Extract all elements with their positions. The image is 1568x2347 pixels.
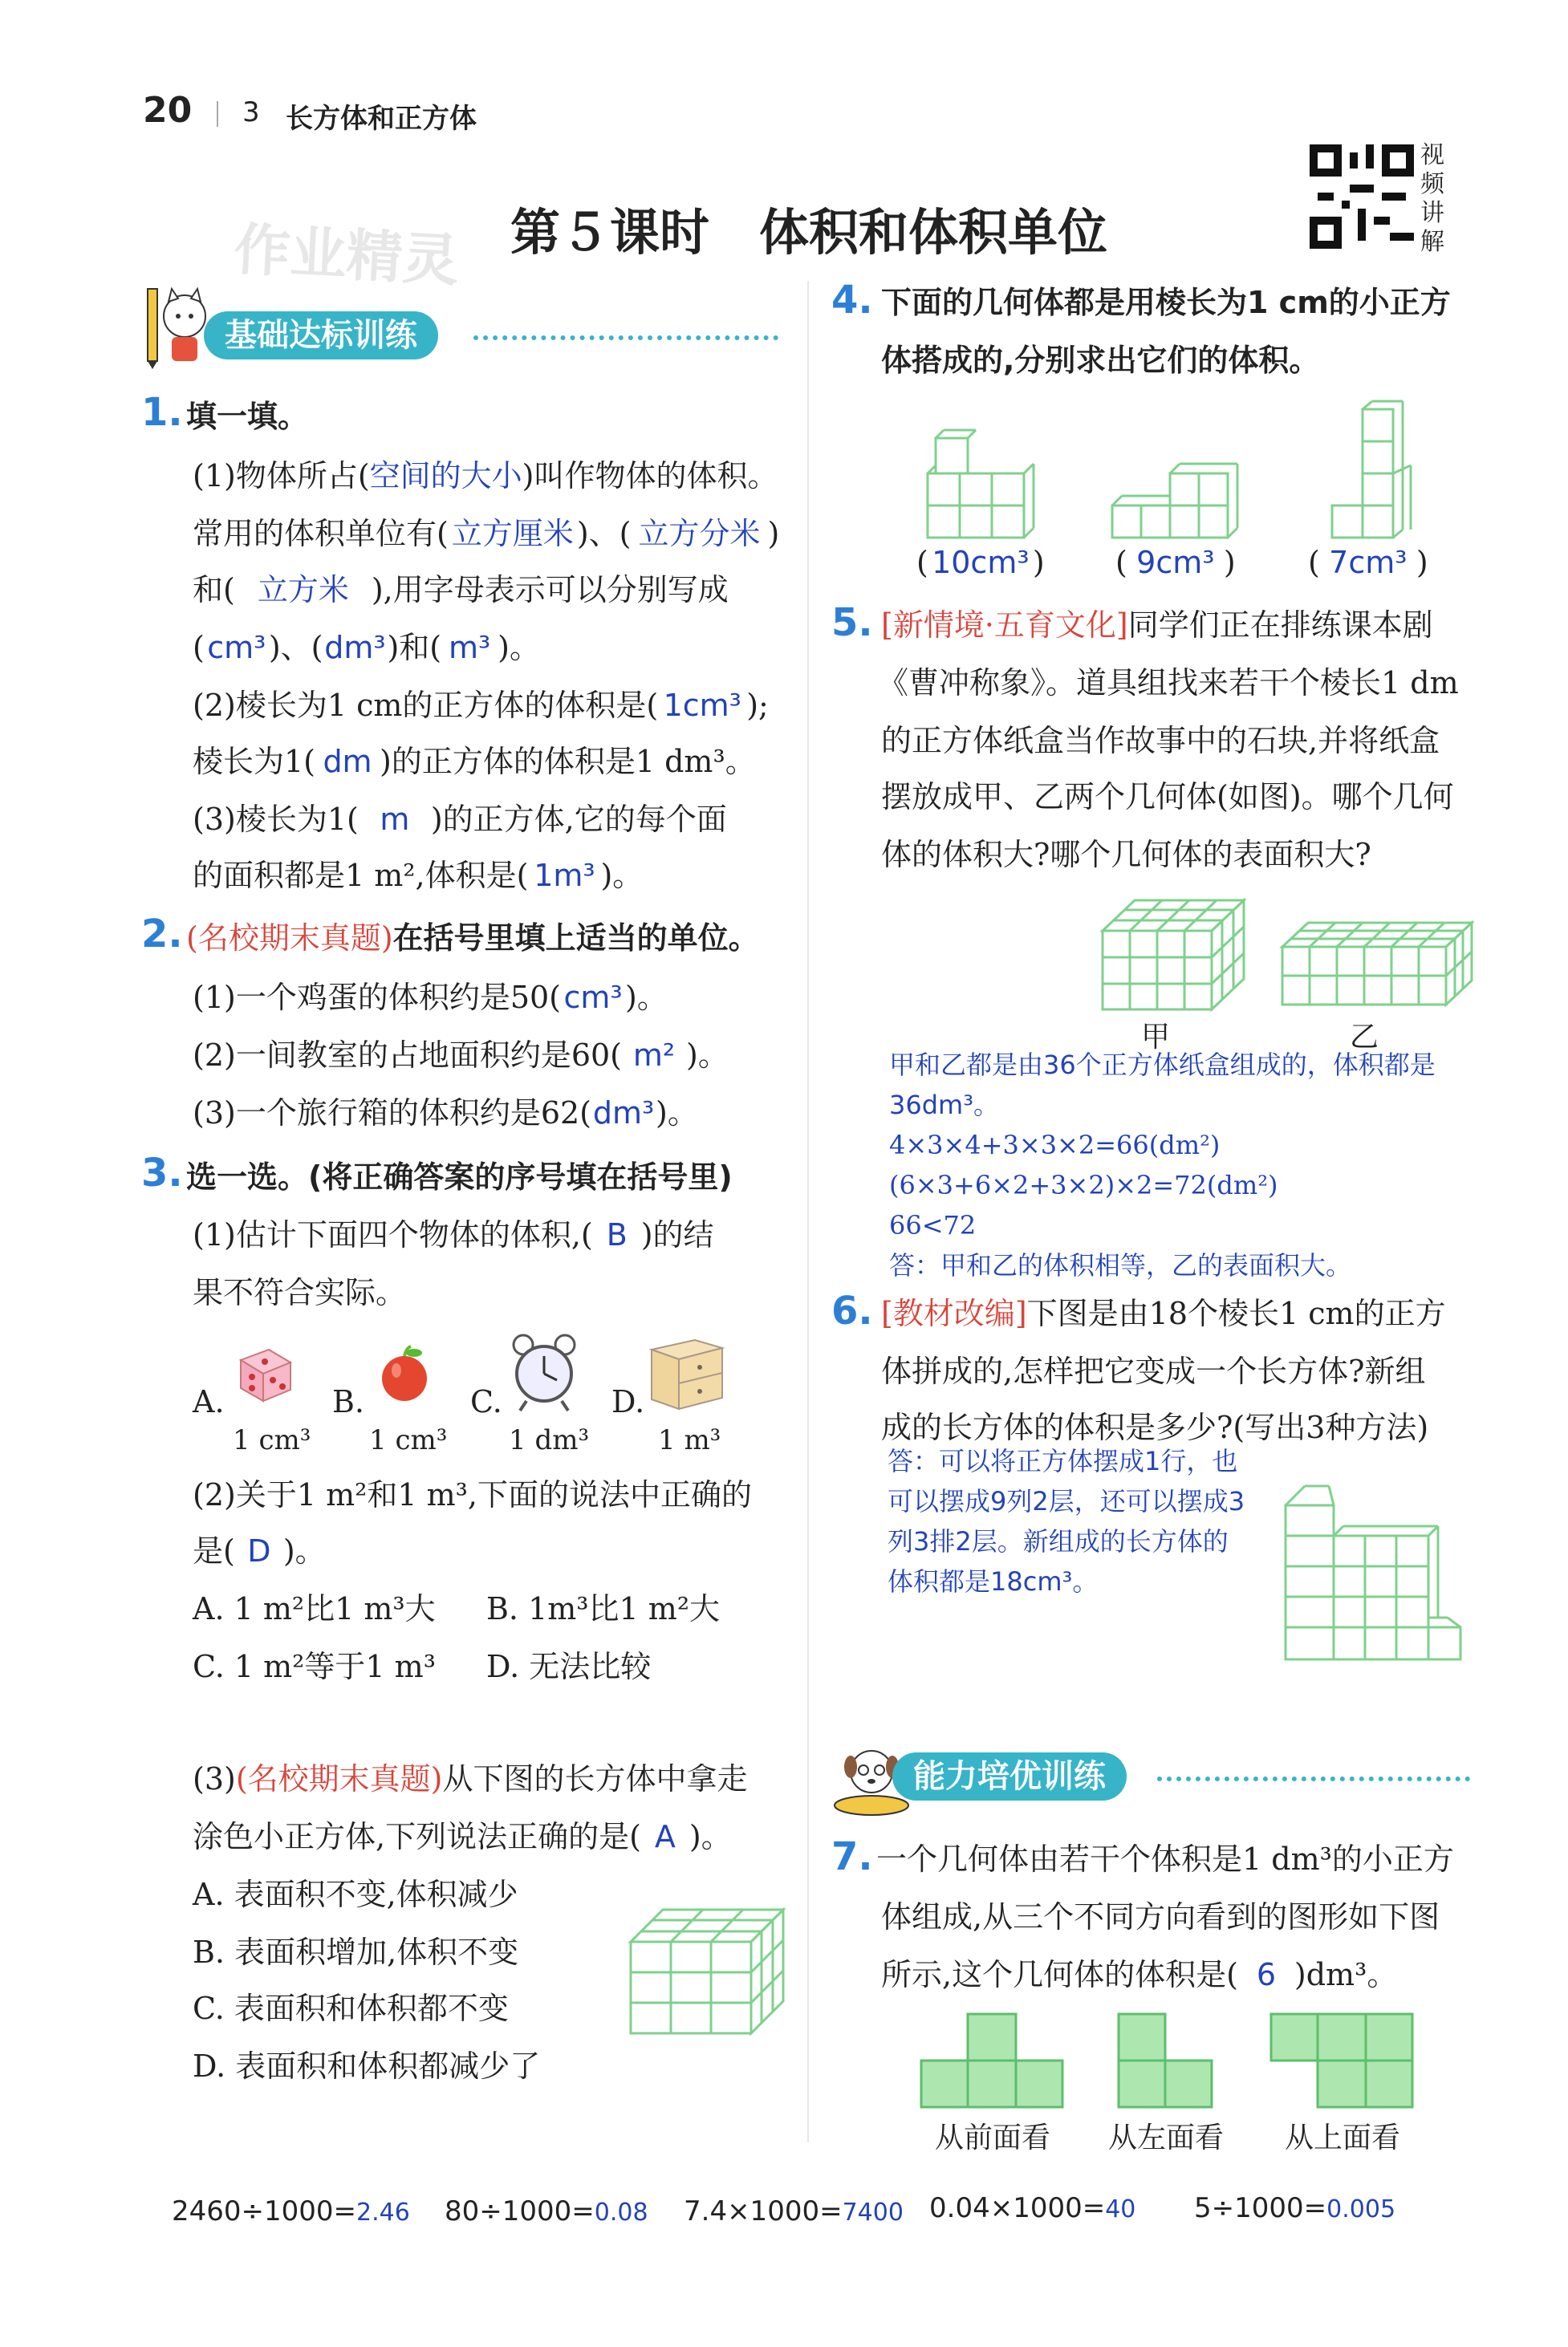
q7-left-view	[1117, 2011, 1217, 2110]
text: )。	[689, 1819, 732, 1854]
answer: dm³	[324, 630, 386, 665]
text: )的结	[640, 1217, 714, 1253]
q3-object-d-letter: D.	[611, 1384, 645, 1419]
chapter-number: 3	[242, 96, 260, 128]
q4-line2: 体搭成的,分别求出它们的体积。	[881, 343, 1320, 378]
q3-p2-opt-c: C. 1 m²等于1 m³	[193, 1649, 436, 1684]
qr-caption-char: 讲	[1420, 199, 1444, 227]
answer: 0.08	[594, 2199, 648, 2227]
text: )	[767, 516, 780, 551]
text: ),用字母表示可以分别写成	[371, 572, 729, 607]
text: 下图是由18个棱长1 cm的正方	[1026, 1296, 1446, 1331]
answer: 9cm³	[1136, 545, 1215, 580]
answer: 立方分米	[638, 516, 761, 551]
q5-line2: 《曹冲称象》。道具组找来若干个棱长1 dm	[878, 665, 1459, 700]
q4-figure-1	[923, 425, 1043, 546]
text: )dm³。	[1294, 1957, 1398, 1992]
q5-line5: 体的体积大?哪个几何体的表面积大?	[881, 837, 1371, 872]
text: )的正方体,它的每个面	[430, 802, 727, 837]
q5-line3: 的正方体纸盒当作故事中的石块,并将纸盒	[881, 723, 1440, 758]
q3-object-d-value: 1 m³	[658, 1424, 721, 1456]
answer: 1m³	[534, 858, 595, 893]
q3-object-a-value: 1 cm³	[233, 1424, 311, 1456]
text: (1)估计下面四个物体的体积,(	[193, 1217, 593, 1253]
section-advanced-banner: 能力培优训练	[892, 1752, 1127, 1801]
q2-number: 2.	[141, 912, 183, 956]
text: )、(	[268, 630, 323, 665]
answer-line: 体积都是18cm³。	[888, 1566, 1099, 1597]
dice-icon	[233, 1340, 297, 1404]
answer: 1cm³	[663, 688, 741, 723]
qr-caption	[1420, 141, 1452, 257]
q4-line1: 下面的几何体都是用棱长为1 cm的小正方	[881, 285, 1451, 320]
q7-view-front-label: 从前面看	[934, 2122, 1050, 2154]
answer: m²	[632, 1037, 676, 1073]
text: (1)一个鸡蛋的体积约是50(	[193, 980, 562, 1015]
text: )。	[625, 980, 668, 1015]
answer: 10cm³	[932, 545, 1030, 580]
q3-title: 选一选。(将正确答案的序号填在括号里)	[186, 1159, 733, 1195]
text: 7.4×1000=	[684, 2195, 843, 2227]
q1-line3	[193, 568, 729, 611]
q3-object-c-letter: C.	[470, 1384, 502, 1419]
text: 在括号里填上适当的单位。	[392, 920, 759, 956]
q3-p2-line2	[193, 1529, 326, 1573]
footer-eq-3	[684, 2195, 904, 2227]
q5-line4: 摆放成甲、乙两个几何体(如图)。哪个几何	[881, 779, 1454, 814]
q6-answer	[888, 1441, 1245, 1602]
q3-p1-line2: 果不符合实际。	[193, 1275, 407, 1310]
answer: 0.005	[1326, 2195, 1396, 2223]
text: )。	[686, 1037, 729, 1073]
footer-eq-5	[1194, 2192, 1395, 2224]
text: (	[193, 630, 205, 665]
text: (3)棱长为1(	[193, 802, 359, 837]
q5-tag: [新情境·五育文化]	[881, 607, 1128, 643]
answer: 40	[1105, 2195, 1136, 2223]
answer-line: 可以摆成9列2层，还可以摆成3	[888, 1486, 1245, 1517]
q5-number: 5.	[831, 600, 873, 645]
q1-title: 填一填。	[186, 399, 309, 434]
answer: 2.46	[356, 2199, 410, 2227]
text: 5÷1000=	[1194, 2192, 1327, 2224]
q3-p1-line1	[193, 1213, 714, 1257]
q3-object-a-letter: A.	[193, 1384, 225, 1419]
answer: 6	[1256, 1957, 1276, 1992]
footer-eq-2	[445, 2195, 648, 2227]
text: )。	[282, 1533, 326, 1569]
text: )。	[600, 858, 644, 893]
q3-p3-opt-b: B. 表面积增加,体积不变	[193, 1935, 519, 1970]
q3-cuboid-figure	[626, 1902, 786, 2038]
answer-line: 列3排2层。新组成的长方体的	[888, 1526, 1229, 1557]
text: 的面积都是1 m²,体积是(	[193, 858, 529, 893]
q1-line5	[193, 684, 769, 727]
q3-tag: (名校期末真题)	[235, 1761, 443, 1797]
text: 常用的体积单位有(	[193, 516, 449, 551]
answer-line: 4×3×4+3×3×2=66(dm²)	[889, 1130, 1221, 1160]
text: 同学们正在排练课本剧	[1127, 607, 1433, 643]
text: )的正方体的体积是1 dm³。	[380, 744, 756, 779]
q7-number: 7.	[831, 1834, 873, 1879]
q2-item1	[193, 976, 668, 1019]
answer: 立方厘米	[451, 516, 574, 551]
qr-caption-char: 视	[1420, 141, 1444, 169]
q7-line3	[881, 1953, 1397, 1996]
answer: cm³	[563, 980, 623, 1015]
text: 2460÷1000=	[172, 2195, 357, 2227]
q3-number: 3.	[141, 1151, 183, 1196]
q6-figure	[1281, 1473, 1473, 1666]
q6-number: 6.	[831, 1289, 873, 1334]
q7-view-left-label: 从左面看	[1107, 2122, 1224, 2154]
q7-view-top-label: 从上面看	[1284, 2122, 1400, 2154]
answer-line: 36dm³。	[889, 1090, 1000, 1120]
q4-figure-2	[1107, 457, 1244, 546]
q5-label-jia: 甲	[1140, 1021, 1170, 1054]
q4-answer-3-wrap: ( 7cm³ )	[1308, 541, 1428, 584]
text: 0.04×1000=	[929, 2192, 1106, 2224]
q3-p2-opt-d: D. 无法比较	[486, 1649, 652, 1684]
q5-figure-jia	[1099, 895, 1249, 1013]
text: );	[746, 688, 769, 723]
q2-item3	[193, 1091, 698, 1135]
q6-line2: 体拼成的,怎样把它变成一个长方体?新组	[881, 1354, 1426, 1389]
answer: 空间的大小	[369, 458, 522, 493]
q3-p3-line1	[193, 1757, 748, 1801]
text: )。	[498, 630, 540, 665]
answer: 立方米	[257, 572, 349, 607]
text: 和(	[193, 572, 235, 607]
qr-caption-char: 频	[1420, 170, 1444, 198]
cat-pencil-icon	[136, 281, 217, 369]
answer: m³	[449, 630, 491, 665]
section-basic-dots	[473, 335, 778, 340]
cabinet-icon	[647, 1335, 727, 1412]
answer: 7400	[842, 2199, 904, 2227]
answer: B	[606, 1217, 628, 1253]
text: (1)物体所占(	[193, 458, 370, 493]
q3-p2-line1: (2)关于1 m²和1 m³,下面的说法中正确的	[193, 1477, 752, 1513]
answer-line: 答：可以将正方体摆成1行，也	[888, 1446, 1238, 1476]
q2-tag: (名校期末真题)	[186, 920, 393, 956]
q3-object-b-letter: B.	[332, 1384, 365, 1419]
answer: D	[247, 1533, 271, 1569]
q1-line7	[193, 798, 727, 841]
text: )叫作物体的体积。	[522, 458, 778, 493]
q3-p3-line2	[193, 1815, 732, 1858]
q3-p2-opt-a: A. 1 m²比1 m³大	[193, 1591, 436, 1626]
text: )。	[656, 1095, 698, 1131]
section-basic-banner: 基础达标训练	[204, 311, 438, 359]
qr-caption-char: 解	[1420, 228, 1444, 256]
q4-answer-2-wrap: ( 9cm³ )	[1115, 541, 1236, 584]
q3-object-b-value: 1 cm³	[369, 1424, 448, 1456]
q5-line1	[881, 603, 1433, 647]
q4-figure-3	[1327, 398, 1416, 542]
answer: 7cm³	[1329, 545, 1408, 580]
text: 涂色小正方体,下列说法正确的是(	[193, 1819, 641, 1854]
chapter-title: 长方体和正方体	[286, 103, 477, 135]
section-advanced-dots	[1157, 1776, 1470, 1781]
q7-line1: 一个几何体由若干个体积是1 dm³的小正方	[876, 1841, 1454, 1877]
q7-top-view	[1269, 2011, 1416, 2110]
answer-line: 66<72	[889, 1210, 977, 1240]
page-number: 20	[143, 90, 193, 131]
answer: m	[380, 802, 410, 837]
answer: dm	[323, 744, 372, 779]
footer-eq-1	[172, 2195, 410, 2227]
text: 是(	[193, 1533, 235, 1569]
q3-p2-opt-b: B. 1m³比1 m²大	[486, 1591, 721, 1626]
q6-line1	[881, 1292, 1446, 1335]
text: )、(	[576, 516, 632, 551]
watermark: 作业精灵	[232, 216, 461, 294]
lesson-title: 第５课时 体积和体积单位	[510, 203, 1108, 262]
answer-line: 甲和乙都是由36个正方体纸盒组成的，体积都是	[889, 1050, 1436, 1080]
text: 所示,这个几何体的体积是(	[881, 1957, 1238, 1992]
q7-line2: 体组成,从三个不同方向看到的图形如下图	[881, 1899, 1440, 1935]
header-divider	[217, 101, 218, 127]
q4-answer-1-wrap: ( 10cm³ )	[916, 541, 1045, 584]
q7-front-view	[920, 2011, 1066, 2110]
answer: dm³	[592, 1095, 655, 1131]
q6-line3: 成的长方体的体积是多少?(写出3种方法)	[881, 1410, 1429, 1445]
text: )和(	[387, 630, 442, 665]
q1-line2	[193, 512, 779, 555]
q3-p3-opt-d: D. 表面积和体积都减少了	[193, 2049, 541, 2084]
alarm-clock-icon	[510, 1332, 578, 1412]
text: 棱长为1(	[193, 744, 316, 779]
q1-number: 1.	[141, 390, 183, 435]
answer: A	[654, 1819, 676, 1854]
qr-code-icon[interactable]	[1310, 144, 1414, 249]
q3-p3-opt-c: C. 表面积和体积都不变	[193, 1991, 509, 2026]
q3-p3-opt-a: A. 表面积不变,体积减少	[193, 1877, 518, 1912]
q1-line4	[193, 626, 540, 669]
answer-line: (6×3+6×2+3×2)×2=72(dm²)	[889, 1170, 1278, 1200]
text: 80÷1000=	[445, 2195, 595, 2227]
q1-line6	[193, 740, 756, 783]
q5-answer	[889, 1045, 1436, 1285]
q6-tag: [教材改编]	[881, 1296, 1027, 1331]
q5-label-yi: 乙	[1349, 1021, 1379, 1054]
q2-title	[186, 916, 759, 960]
q3-object-c-value: 1 dm³	[509, 1424, 590, 1456]
text: (3)一个旅行箱的体积约是62(	[193, 1095, 592, 1131]
text: (3)	[193, 1761, 236, 1797]
text: 从下图的长方体中拿走	[442, 1761, 748, 1797]
q5-figure-yi	[1279, 920, 1475, 1008]
apple-icon	[372, 1342, 437, 1406]
footer-eq-4	[929, 2192, 1135, 2224]
answer-line: 答：甲和乙的体积相等，乙的表面积大。	[889, 1250, 1352, 1281]
text: (2)棱长为1 cm的正方体的体积是(	[193, 688, 659, 723]
text: (2)一间教室的占地面积约是60(	[193, 1037, 623, 1073]
q1-line8	[193, 854, 643, 897]
q1-line1	[193, 454, 778, 497]
column-divider	[807, 281, 809, 2142]
q4-number: 4.	[831, 278, 873, 323]
answer: cm³	[207, 630, 266, 665]
q2-item2	[193, 1033, 729, 1077]
